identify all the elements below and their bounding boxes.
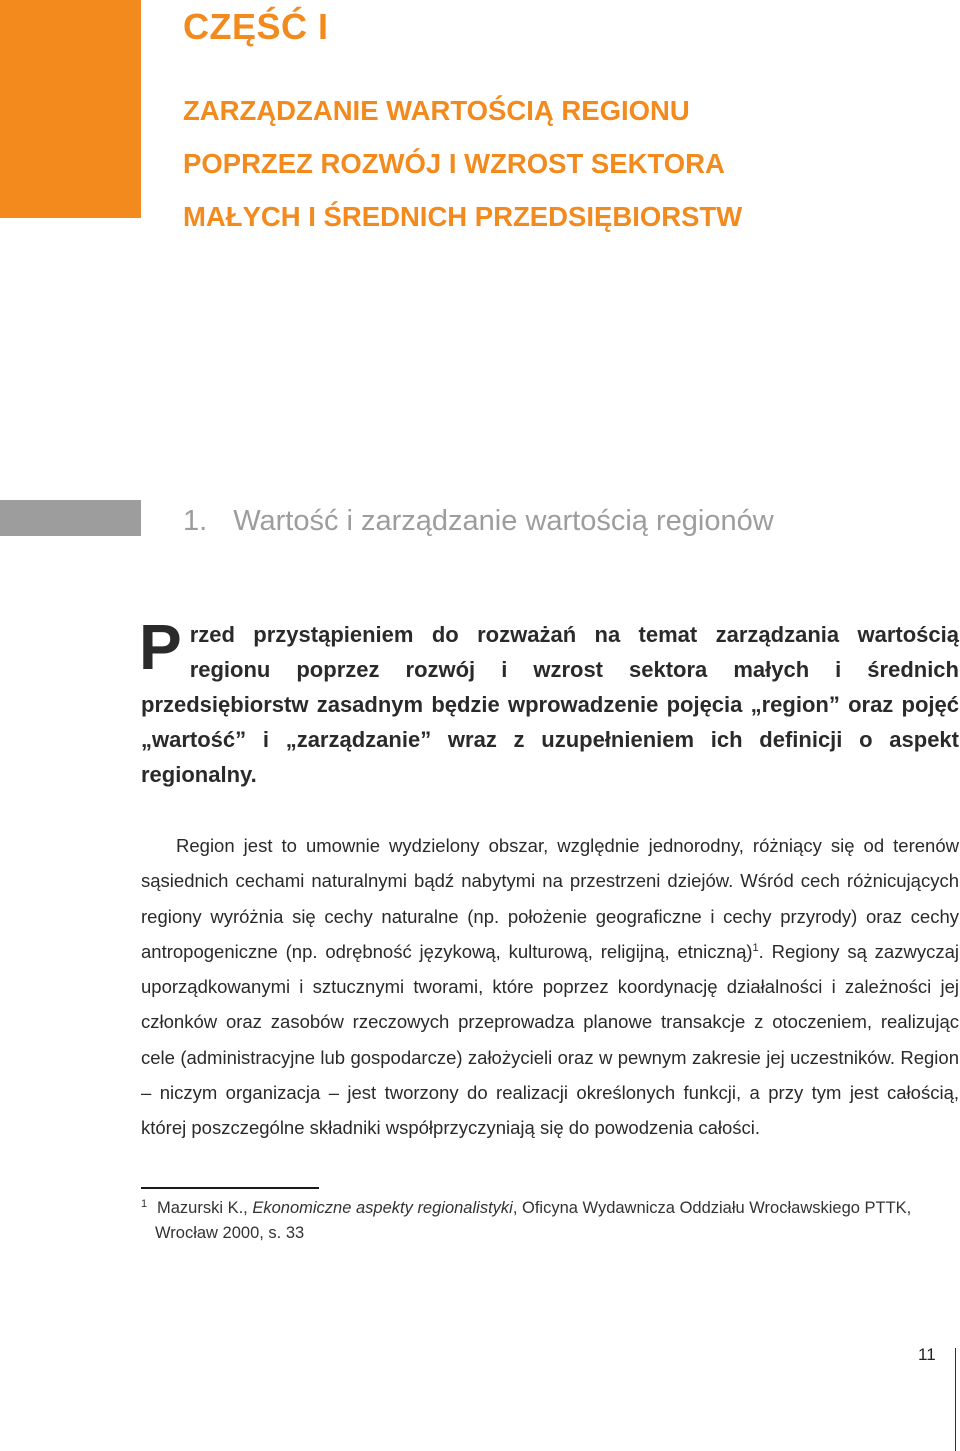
body-text-part: Region jest to umownie wydzielony obszar, względnie jednorodny, różniący się od terenów sąsiednich cechami naturalnymi bądź nabytymi na przestrzeni dziejów. Wśród cech różnicujących regiony wyróżnia się cechy naturalne (np. położenie geograficzne i cechy przyrody) oraz cechy antropogeniczne (np. odrębność językową, kulturową, religijną, etniczną) <box>141 835 959 962</box>
footnote <box>141 1196 959 1246</box>
footnote-author: Mazurski K., <box>157 1199 253 1217</box>
lead-paragraph <box>139 611 959 792</box>
part-title <box>183 84 742 243</box>
part-title-line: POPRZEZ ROZWÓJ I WZROST SEKTORA <box>183 148 725 179</box>
footnote-line: 1 Mazurski K., Ekonomiczne aspekty regionalistyki, Oficyna Wydawnicza Oddziału Wrocławskiego PTTK, <box>141 1197 912 1217</box>
footnote-reference[interactable]: 1 <box>752 941 759 954</box>
footnote-line: Wrocław 2000, s. 33 <box>155 1224 305 1242</box>
footnote-publisher: , Oficyna Wydawnicza Oddziału Wrocławskiego PTTK, <box>512 1199 912 1217</box>
drop-cap: P <box>139 611 182 683</box>
footnote-divider <box>141 1187 319 1189</box>
section-title: Wartość i zarządzanie wartością regionów <box>233 505 774 537</box>
part-title-line: MAŁYCH I ŚREDNICH PRZEDSIĘBIORSTW <box>183 201 743 232</box>
lead-text: rzed przystąpieniem do rozważań na temat zarządzania wartością regionu poprzez rozwój i wzrost sektora małych i średnich przedsiębiorstw zasadnym będzie wprowadzenie pojęcia „region” oraz pojęć „wartość” i „zarządzanie” wraz z uzupełnieniem ich definicji o aspekt regionalny. <box>141 622 959 787</box>
page-number: 11 <box>918 1345 936 1364</box>
section-marker-bar <box>0 500 141 536</box>
part-label: CZĘŚĆ I <box>183 6 329 47</box>
body-text-part: . Regiony są zazwyczaj uporządkowanymi i sztucznymi tworami, które poprzez koordynację działalności i zależności jej członków oraz zasobów rzeczowych przeprowadza planowe transakcje z otoczeniem, realizując cele (administracyjne lub gospodarcze) założycieli oraz w pewnym zakresie jej uczestników. Region – niczym organizacja – jest tworzony do realizacji określonych funkcji, a przy tym jest całością, której poszczególne składniki współprzyczyniają się do powodzenia całości. <box>141 940 959 1139</box>
chapter-color-block <box>0 0 141 218</box>
section-heading <box>183 505 774 538</box>
footnote-book-title: Ekonomiczne aspekty regionalistyki <box>252 1199 513 1217</box>
body-paragraph <box>141 828 959 1146</box>
section-number: 1. <box>183 505 208 537</box>
part-title-line: ZARZĄDZANIE WARTOŚCIĄ REGIONU <box>183 95 690 126</box>
page-edge-rule <box>955 1348 956 1451</box>
